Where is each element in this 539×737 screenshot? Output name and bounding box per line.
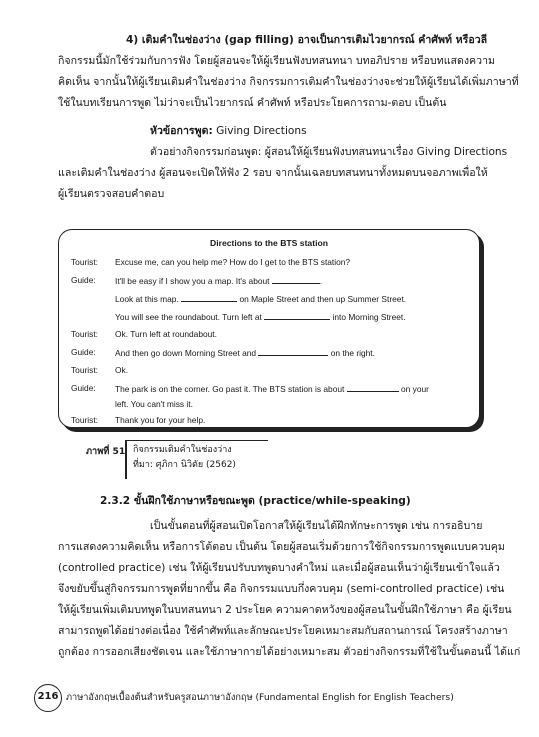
utterance-text: into Morning Street.: [332, 312, 406, 322]
answer-blank: [347, 382, 399, 392]
dialogue-title: Directions to the BTS station: [210, 238, 328, 248]
topic-label: หัวข้อการพูด:: [150, 125, 213, 137]
utterance-text: on Maple Street and then up Summer Street.: [239, 294, 407, 304]
speaker-label: Tourist:: [71, 257, 98, 267]
speaker-label: Tourist:: [71, 365, 98, 375]
figure-source: ที่มา: ศุภิกา นิวิตัย (2562): [133, 460, 236, 470]
page-number: 216: [37, 691, 59, 702]
example-line-2: และเติมคำในช่องว่าง ผู้สอนจะเปิดให้ฟัง 2 รอบ จากนั้นเฉลยบทสนทนาทั้งหมดบนจอภาพเพื่อให้: [58, 167, 488, 179]
speaker-label: Guide:: [71, 275, 96, 285]
gap-filling-heading-line: [126, 33, 487, 47]
utterance: [115, 310, 406, 323]
utterance-text: And then go down Morning Street and: [115, 348, 257, 358]
utterance: Ok. Turn left at roundabout.: [115, 329, 217, 339]
utterance: Ok.: [115, 365, 129, 375]
speaker-label: Tourist:: [71, 329, 98, 339]
speaker-label: Tourist:: [71, 415, 98, 425]
utterance: [115, 274, 322, 287]
section-heading: 2.3.2 ขั้นฝึกใช้ภาษาหรือขณะพูด (practice/while-speaking): [100, 495, 411, 507]
section-line-5: ให้ผู้เรียนเพิ่มเติมบทพูดในบทสนทนา 2 ประโยค ความคาดหวังของผู้สอนในขั้นฝึกใช้ภาษา คือ ผู้เรียน: [58, 604, 512, 616]
section-line-3: (controlled practice) เช่น ให้ผู้เรียนปรับบทพูดบางคำใหม่ และเมื่อผู้สอนเห็นว่าผู้เรียนเข้าใจแล้ว: [58, 562, 500, 574]
example-line-3: ผู้เรียนตรวจสอบคำตอบ: [58, 188, 165, 200]
section-line-1: เป็นขั้นตอนที่ผู้สอนเปิดโอกาสให้ผู้เรียนได้ฝึกทักษะการพูด เช่น การอธิบาย: [150, 520, 483, 532]
section-line-2: การแสดงความคิดเห็น หรือการโต้ตอบ เป็นต้น โดยผู้สอนเริ่มด้วยการใช้กิจกรรมการพูดแบบควบคุม: [58, 541, 505, 553]
caption-rule: [125, 440, 268, 441]
utterance: [115, 382, 429, 395]
utterance-text: on the right.: [330, 348, 375, 358]
utterance: [115, 346, 375, 359]
answer-blank: [181, 292, 237, 302]
section-line-7: ถูกต้อง การออกเสียงชัดเจน และใช้ภาษากายได้อย่างเหมาะสม ตัวอย่างกิจกรรมที่ใช้ในขั้นตอนนี้ ได้แก่: [58, 646, 521, 658]
dialogue-panel: [58, 229, 480, 428]
utterance: [115, 292, 406, 305]
figure-label: ภาพที่ 51: [86, 446, 126, 457]
utterance-text: Look at this map.: [115, 294, 179, 304]
utterance: left. You can't miss it.: [115, 399, 193, 409]
intro-line-2: กิจกรรมนี้มักใช้ร่วมกับการฟัง โดยผู้สอนจะให้ผู้เรียนฟังบทสนทนา บทอภิปราย หรือบทแสดงความ: [58, 55, 496, 67]
answer-blank: [264, 310, 330, 320]
intro-line-4: ใช้ในบทเรียนการพูด ไม่ว่าจะเป็นไวยากรณ์ คำศัพท์ หรือประโยคการถาม-ตอบ เป็นต้น: [58, 97, 447, 109]
section-line-4: จึงขยับขึ้นสู่กิจกรรมการพูดที่ยากขึ้น คือ กิจกรรมแบบกึ่งควบคุม (semi-controlled practice) เช่น: [58, 583, 505, 595]
intro-line-3: คิดเห็น จากนั้นให้ผู้เรียนเติมคำในช่องว่าง กิจกรรมการเติมคำในช่องว่างจะช่วยให้ผู้เรียนได้เพิ่มภาษาที่: [58, 76, 519, 88]
example-line-1: ตัวอย่างกิจกรรมก่อนพูด: ผู้สอนให้ผู้เรียนฟังบทสนทนาเรื่อง Giving Directions: [150, 146, 508, 158]
running-footer: ภาษาอังกฤษเบื้องต้นสำหรับครูสอนภาษาอังกฤษ (Fundamental English for English Teachers): [66, 692, 454, 703]
topic-line: [150, 124, 307, 138]
answer-blank: [272, 274, 323, 286]
figure-caption: กิจกรรมเติมคำในช่องว่าง: [133, 445, 232, 455]
utterance-text: .: [319, 276, 323, 286]
utterance-text: The park is on the corner. Go past it. The BTS station is about: [115, 384, 345, 394]
utterance: Excuse me, can you help me? How do I get to the BTS station?: [115, 257, 351, 267]
utterance-text: on your: [401, 384, 429, 394]
section-line-6: สามารถพูดได้อย่างต่อเนื่อง ใช้คำศัพท์และลักษณะประโยคเหมาะสมกับสถานการณ์ โครงสร้างภาษา: [58, 625, 508, 637]
answer-blank: [258, 346, 328, 356]
utterance-text: It'll be easy if I show you a map. It's about: [115, 276, 270, 286]
intro-line-1: 4) เติมคำในช่องว่าง (gap filling) อาจเป็นการเติมไวยากรณ์ คำศัพท์ หรือวลี: [126, 34, 488, 46]
speaker-label: Guide:: [71, 383, 96, 393]
utterance-text: You will see the roundabout. Turn left at: [115, 312, 262, 322]
caption-bar: [125, 441, 127, 479]
speaker-label: Guide:: [71, 347, 96, 357]
utterance: Thank you for your help.: [115, 415, 206, 425]
topic-value: Giving Directions: [212, 125, 307, 137]
